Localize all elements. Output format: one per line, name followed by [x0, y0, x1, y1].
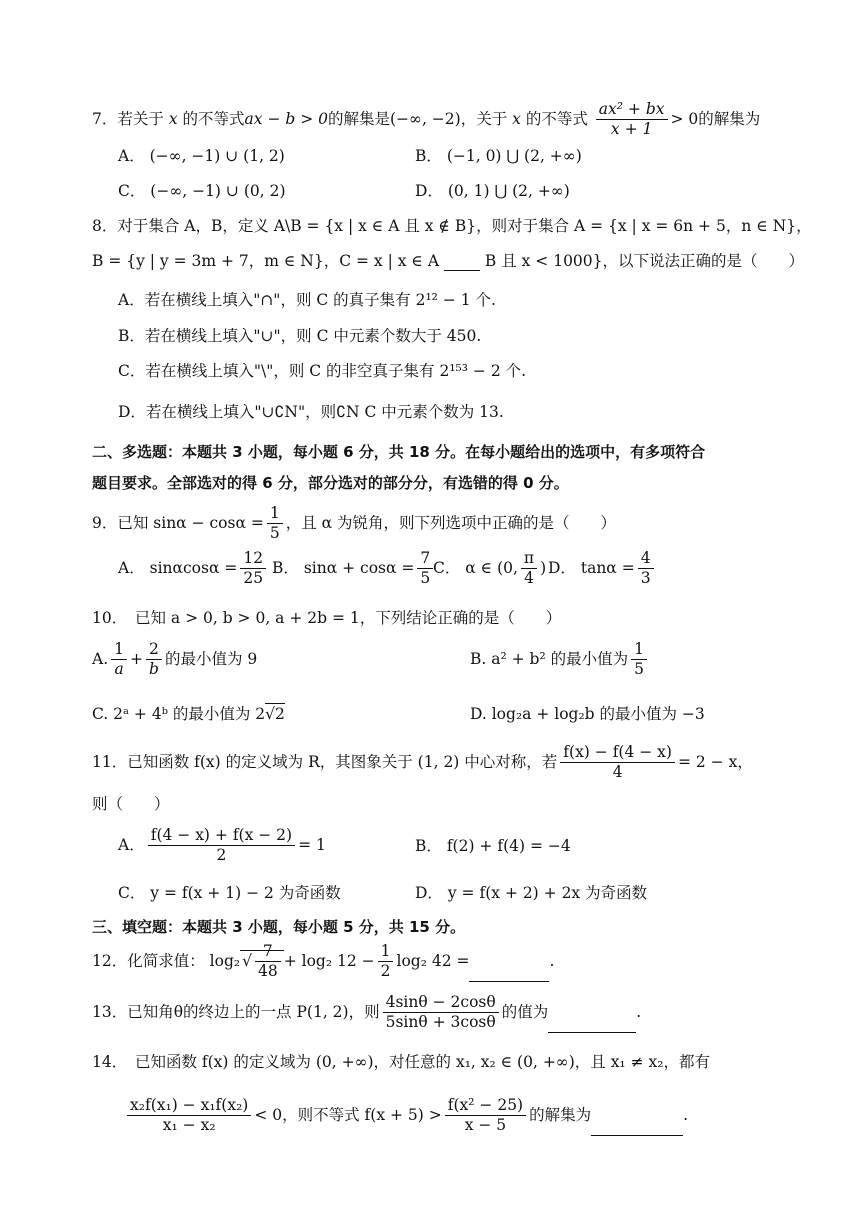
question-10-stem: 10． 已知 a > 0, b > 0, a + 2b = 1，下列结论正确的是（ ）: [92, 609, 562, 627]
question-8-option-b: B．若在横线上填入"∪"，则 C 中元素个数大于 450.: [118, 327, 482, 345]
question-10-option-b: B. a² + b² 的最小值为 $\frac{1}{5}$: [470, 640, 650, 680]
question-9-option-c: C． α ∈ (0, $\frac{\pi}{4}$ ): [433, 549, 547, 588]
question-7-option-b: B． (−1, 0) ⋃ (2, +∞): [415, 147, 582, 165]
question-7-option-d: D． (0, 1) ⋃ (2, +∞): [415, 182, 570, 200]
fill-blank: [469, 965, 549, 982]
question-8-option-d: D．若在横线上填入"∪∁N"，则∁N C 中元素个数为 13.: [118, 403, 504, 421]
question-11-option-c: C． y = f(x + 1) − 2 为奇函数: [118, 884, 341, 902]
question-13-stem: 13．已知角θ的终边上的一点 P(1, 2)，则 $\frac{4\sin\theta - 2\cos\theta}{5\sin\theta + 3\cos\theta}$ 的值为 .: [92, 993, 642, 1032]
question-11-stem: 11．已知函数 f(x) 的定义域为 R，其图象关于 (1, 2) 中心对称，若 $\frac{f(x) - f(4 - x)}{4}$ = 2 − x，: [92, 743, 753, 782]
question-11-option-b: B． f(2) + f(4) = −4: [415, 837, 571, 855]
question-10-option-c: C. 2ᵃ + 4ᵇ 的最小值为 2√2: [92, 705, 285, 723]
fraction: $\frac{\text{ax² + bx}}{x + 1}$: [596, 100, 668, 140]
question-8-line-1: 8．对于集合 A，B，定义 A\B = {x | x ∈ A 且 x ∉ B}，则对于集合 A = {x | x = 6n + 5，n ∈ N}，: [92, 217, 812, 235]
question-10-option-a: A. $\frac{1}{a}$ + $\frac{2}{b}$ 的最小值为 9: [92, 640, 258, 679]
question-8-option-a: A．若在横线上填入"∩"，则 C 的真子集有 2¹² − 1 个.: [118, 291, 496, 309]
question-9-option-d: D． tanα = $\frac{4}{3}$: [548, 549, 657, 589]
fraction: $\frac{1}{5}$: [267, 504, 283, 544]
question-7-option-a: A． (−∞, −1) ∪ (1, 2): [118, 147, 285, 165]
question-8-line-2: B = {y | y = 3m + 7，m ∈ N}，C = x | x ∈ A B 且 x < 1000}，以下说法正确的是（ ）: [92, 252, 805, 270]
question-9-option-b: B． sinα + cosα = $\frac{7}{5}$: [272, 549, 436, 589]
question-7-option-c: C． (−∞, −1) ∪ (0, 2): [118, 182, 286, 200]
question-12-stem: 12．化简求值： log₂ √ $\frac{7}{48}$ + log₂ 12 − $\frac{1}{2}$ log₂ 42 = .: [92, 942, 555, 981]
question-9-stem: 9．已知 sinα − cosα = $\frac{1}{5}$ ，且 α 为锐角，则下列选项中正确的是（ ）: [92, 504, 617, 543]
question-9-option-a: A． sinαcosα = $\frac{12}{25}$: [118, 549, 269, 589]
question-11-line-2: 则（ ）: [92, 795, 170, 813]
question-7-stem: 7．若关于 x 的不等式ax − b > 0的解集是(−∞, −2)，关于 x 的不等式 $\frac{\text{ax² + bx}}{x + 1}$ > 0的解集为: [92, 100, 761, 139]
section-2-heading-line-1: 二、多选题：本题共 3 小题，每小题 6 分，共 18 分。在每小题给出的选项中，有多项符合: [92, 443, 706, 461]
section-3-heading: 三、填空题：本题共 3 小题，每小题 5 分，共 15 分。: [92, 918, 466, 936]
question-10-option-d: D. log₂a + log₂b 的最小值为 −3: [470, 705, 705, 723]
question-14-line-1: 14． 已知函数 f(x) 的定义域为 (0, +∞)，对任意的 x₁, x₂ ∈ (0, +∞)，且 x₁ ≠ x₂，都有: [92, 1053, 710, 1071]
fill-blank: [591, 1119, 683, 1136]
section-2-heading-line-2: 题目要求。全部选对的得 6 分，部分选对的部分分，有选错的得 0 分。: [92, 474, 569, 492]
question-11-option-a: A． $\frac{f(4 - x) + f(x - 2)}{2}$ = 1: [118, 826, 326, 865]
question-14-line-2: $\frac{\text{x₂f(x₁) − x₁f(x₂)}}{\text{x₁ − x₂}}$ < 0，则不等式 f(x + 5) > $\frac{\text{f(x² − 25)}}{x - 5}$ 的解集为 .: [124, 1096, 688, 1136]
fill-blank: [444, 254, 480, 271]
question-8-option-c: C．若在横线上填入"\"，则 C 的非空真子集有 2¹⁵³ − 2 个.: [118, 362, 527, 380]
fill-blank: [548, 1016, 636, 1033]
question-11-option-d: D． y = f(x + 2) + 2x 为奇函数: [415, 884, 648, 902]
question-number: 7．: [92, 109, 118, 128]
